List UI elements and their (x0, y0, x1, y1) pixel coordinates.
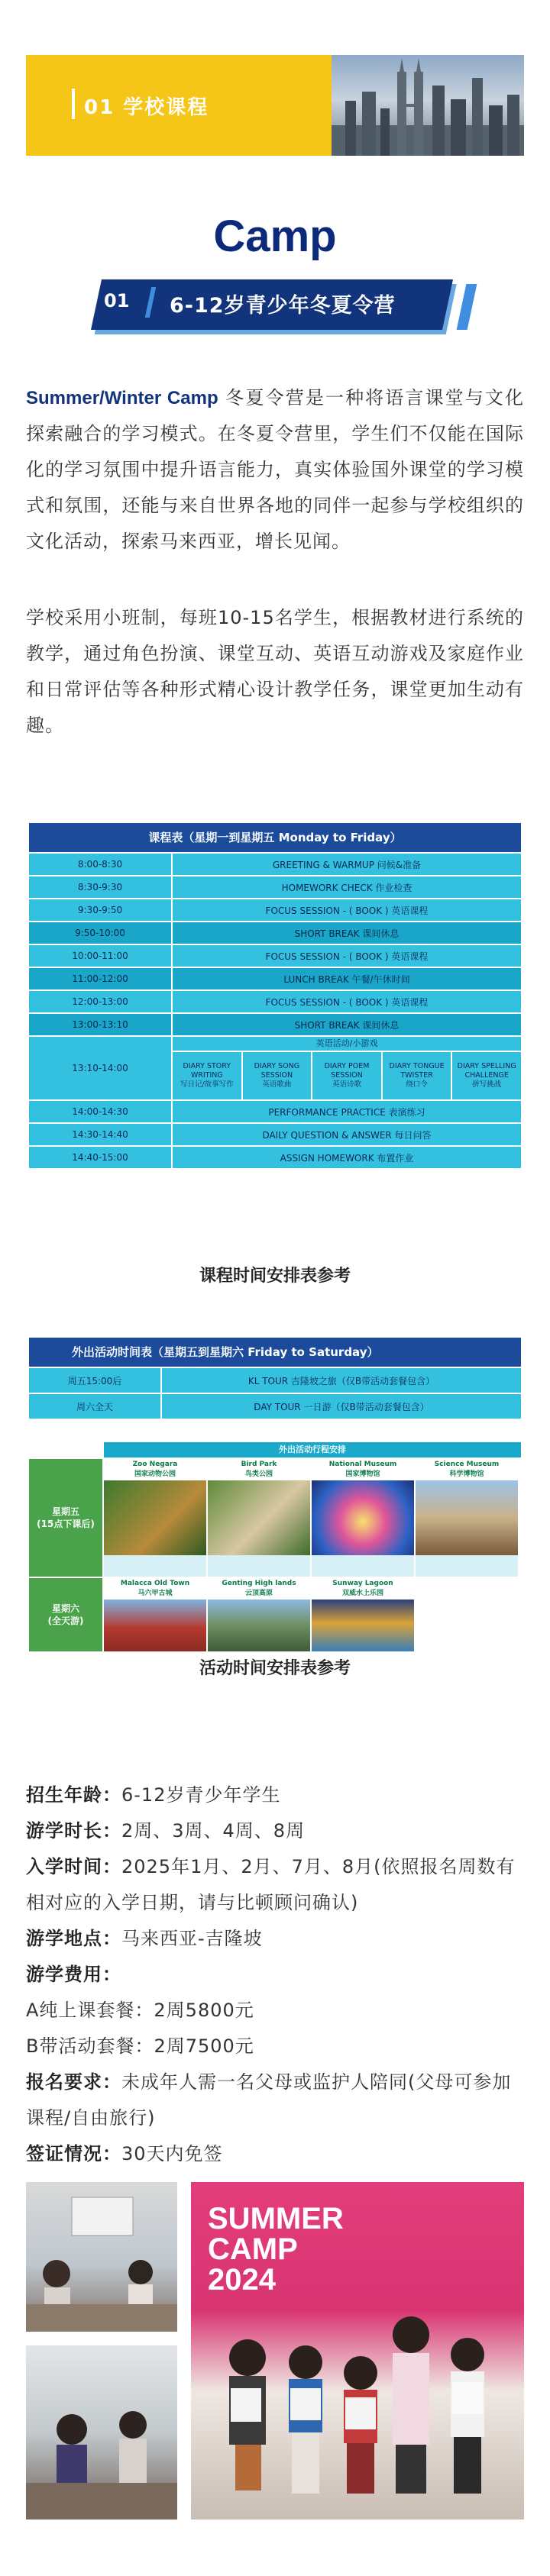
schedule-activity: SHORT BREAK 课间休息 (173, 922, 521, 944)
game-cn: 写日记/故事写作 (180, 1080, 234, 1089)
info-value: 6-12岁青少年学生 (121, 1784, 281, 1806)
camp-title: Camp (213, 211, 337, 261)
day-name: 星期五 (51, 1506, 79, 1517)
place-cn: 云顶高原 (244, 1590, 273, 1597)
game-cn: 英语歌曲 (262, 1080, 292, 1089)
schedule-time: 8:30-9:30 (29, 876, 171, 898)
place-cn: 双威水上乐园 (341, 1590, 383, 1597)
schedule-time: 9:30-9:50 (29, 899, 171, 921)
english-games-title: 英语活动/小游戏 (173, 1037, 521, 1051)
game-en: DIARY TONGUE TWISTER (389, 1062, 445, 1080)
activity-time: 周五15:00后 (29, 1368, 160, 1393)
table-row (29, 1147, 521, 1168)
backdrop-summer: SUMMER (208, 2202, 344, 2235)
place-science-museum (416, 1459, 518, 1577)
schedule-activity: HOMEWORK CHECK 作业检查 (173, 876, 521, 898)
schedule-activity: FOCUS SESSION - ( BOOK ) 英语课程 (173, 991, 521, 1012)
place-photo (208, 1480, 310, 1555)
schedule-time: 10:00-11:00 (29, 945, 171, 967)
enrollment-info (26, 1777, 524, 2172)
table-row (29, 899, 521, 921)
info-requirement (26, 2064, 524, 2136)
section-label-block (26, 55, 332, 156)
table-row (29, 945, 521, 967)
info-place (26, 1921, 524, 1957)
info-fee-a: A纯上课套餐：2周5800元 (26, 2000, 254, 2021)
place-en: Science Museum (434, 1461, 500, 1468)
schedule-activity: PERFORMANCE PRACTICE 表演练习 (173, 1101, 521, 1122)
info-value: 2025年1月、2月、7月、8月(依照报名周数有相对应的入学日期，请与比顿顾问确认) (26, 1856, 516, 1913)
place-photo (312, 1600, 414, 1651)
city-skyline-photo (332, 55, 524, 156)
day-label-saturday (29, 1578, 102, 1651)
activity-caption: 活动时间安排表参考 (199, 1659, 351, 1678)
day-label-friday (29, 1459, 102, 1577)
activity-schedule-table (29, 1338, 521, 1419)
table-row (29, 991, 521, 1012)
info-key: 游学时长： (26, 1820, 121, 1842)
schedule-header: 课程表（星期一到星期五 Monday to Friday） (29, 823, 521, 852)
place-photo (104, 1480, 206, 1555)
info-key: 报名要求： (26, 2071, 121, 2093)
day-note: (全天游) (47, 1616, 84, 1626)
info-visa (26, 2136, 524, 2172)
section-label: 01 学校课程 (84, 96, 209, 119)
schedule-activity: FOCUS SESSION - ( BOOK ) 英语课程 (173, 945, 521, 967)
place-en: Bird Park (241, 1461, 277, 1468)
table-row (29, 854, 521, 875)
place-photo (312, 1480, 414, 1555)
game-cn: 绕口令 (406, 1080, 428, 1089)
place-en: National Museum (328, 1461, 397, 1468)
table-row (29, 1101, 521, 1122)
game-cell (243, 1052, 312, 1099)
subtitle-number: 01 (104, 290, 130, 312)
game-cn: 拼写挑战 (472, 1080, 502, 1089)
info-key: 签证情况： (26, 2143, 121, 2164)
info-key: 游学费用： (26, 1964, 121, 1985)
table-row (29, 876, 521, 898)
classroom-photo-1 (26, 2182, 177, 2332)
info-key: 游学地点： (26, 1928, 121, 1949)
activity-desc: KL TOUR 吉隆坡之旅（仅B带活动套餐包含） (162, 1368, 521, 1393)
info-start (26, 1849, 524, 1921)
place-malacca-old-town (104, 1578, 206, 1651)
activity-time: 周六全天 (29, 1394, 160, 1419)
place-en: Sunway Lagoon (332, 1580, 393, 1587)
place-cn: 国家动物公园 (134, 1470, 176, 1478)
summer-camp-group-photo (191, 2182, 524, 2520)
activity-header: 外出活动时间表（星期五到星期六 Friday to Saturday） (29, 1338, 521, 1367)
game-en: DIARY SPELLING CHALLENGE (457, 1062, 516, 1080)
info-value: 30天内免签 (121, 2143, 223, 2164)
game-cell (312, 1052, 381, 1099)
day-note: (15点下课后) (37, 1519, 95, 1529)
game-en: DIARY SONG SESSION (254, 1062, 300, 1080)
table-row (29, 1394, 521, 1419)
backdrop-year: 2024 (208, 2263, 276, 2297)
place-zoo-negara (104, 1459, 206, 1577)
schedule-caption: 课程时间安排表参考 (199, 1267, 351, 1286)
place-en: Zoo Negara (132, 1461, 178, 1468)
camp-subtitle-banner (86, 275, 467, 333)
place-genting-highlands (208, 1578, 310, 1651)
schedule-activity: LUNCH BREAK 午餐/午休时间 (173, 968, 521, 989)
class-schedule-table (29, 823, 521, 1168)
place-national-museum (312, 1459, 414, 1577)
info-age (26, 1777, 524, 1813)
info-key: 入学时间： (26, 1856, 121, 1877)
info-value: 2周、3周、4周、8周 (121, 1820, 306, 1842)
classroom-photo-2 (26, 2345, 177, 2520)
schedule-activity: ASSIGN HOMEWORK 布置作业 (173, 1147, 521, 1168)
section-banner (26, 55, 524, 156)
english-games-block (173, 1037, 521, 1099)
schedule-activity: DAILY QUESTION & ANSWER 每日问答 (173, 1124, 521, 1145)
place-cn: 鸟类公园 (244, 1470, 273, 1478)
schedule-time: 13:10-14:00 (29, 1037, 171, 1099)
place-sunway-lagoon (312, 1578, 414, 1651)
subtitle-text: 6-12岁青少年冬夏令营 (170, 294, 396, 318)
game-cn: 英语诗歌 (332, 1080, 361, 1089)
schedule-activity: SHORT BREAK 课间休息 (173, 1014, 521, 1035)
place-photo (416, 1480, 518, 1555)
intro-paragraph-2: 学校采用小班制，每班10-15名学生，根据教材进行系统的教学，通过角色扮演、课堂互动、英语互动游戏及家庭作业和日常评估等各种形式精心设计教学任务，课堂更加生动有趣。 (26, 607, 524, 736)
info-value: 马来西亚-吉隆坡 (121, 1928, 263, 1949)
place-photo (104, 1600, 206, 1651)
schedule-time: 14:30-14:40 (29, 1124, 171, 1145)
place-bird-park (208, 1459, 310, 1577)
schedule-time: 9:50-10:00 (29, 922, 171, 944)
table-row (29, 1014, 521, 1035)
schedule-time: 12:00-13:00 (29, 991, 171, 1012)
info-value: 未成年人需一名父母或监护人陪同(父母可参加课程/自由旅行) (26, 2071, 512, 2129)
activity-desc: DAY TOUR 一日游（仅B带活动套餐包含） (162, 1394, 521, 1419)
place-cn: 国家博物馆 (345, 1470, 380, 1478)
info-fee-b: B带活动套餐：2周7500元 (26, 2035, 254, 2057)
section-divider (72, 89, 75, 119)
intro-lead: Summer/Winter Camp (26, 388, 218, 408)
place-cn: 科学博物馆 (449, 1470, 484, 1478)
info-key: 招生年龄： (26, 1784, 121, 1806)
info-duration (26, 1813, 524, 1849)
game-cell (452, 1052, 521, 1099)
day-name: 星期六 (51, 1603, 79, 1614)
schedule-time: 11:00-12:00 (29, 968, 171, 989)
schedule-activity: FOCUS SESSION - ( BOOK ) 英语课程 (173, 899, 521, 921)
table-row (29, 1037, 521, 1099)
table-row (29, 968, 521, 989)
intro-text-1: 冬夏令营是一种将语言课堂与文化探索融合的学习模式。在冬夏令营里，学生们不仅能在国际化的学习氛围中提升语言能力，真实体验国外课堂的学习模式和氛围，还能与来自世界各地的同伴一起参与学校组织的文化活动，探索马来西亚，增长见闻。 (26, 387, 524, 552)
place-cn: 马六甲古城 (138, 1590, 173, 1597)
info-fee (26, 1957, 524, 1993)
schedule-time: 14:00-14:30 (29, 1101, 171, 1122)
table-row (29, 1368, 521, 1393)
place-en: Genting High lands (222, 1580, 296, 1587)
game-cell (173, 1052, 241, 1099)
schedule-time: 13:00-13:10 (29, 1014, 171, 1035)
place-en: Malacca Old Town (120, 1580, 190, 1587)
itinerary-header: 外出活动行程安排 (104, 1442, 521, 1457)
schedule-time: 14:40-15:00 (29, 1147, 171, 1168)
place-photo (208, 1600, 310, 1651)
schedule-activity: GREETING & WARMUP 问候&准备 (173, 854, 521, 875)
table-row (29, 922, 521, 944)
game-en: DIARY STORY WRITING (183, 1062, 231, 1080)
intro-paragraph-1 (26, 380, 524, 560)
trip-itinerary-grid (29, 1442, 521, 1651)
subtitle-accent (457, 284, 477, 330)
schedule-time: 8:00-8:30 (29, 854, 171, 875)
table-row (29, 1124, 521, 1145)
game-en: DIARY POEM SESSION (324, 1062, 370, 1080)
backdrop-camp: CAMP (208, 2232, 298, 2266)
game-cell (383, 1052, 451, 1099)
